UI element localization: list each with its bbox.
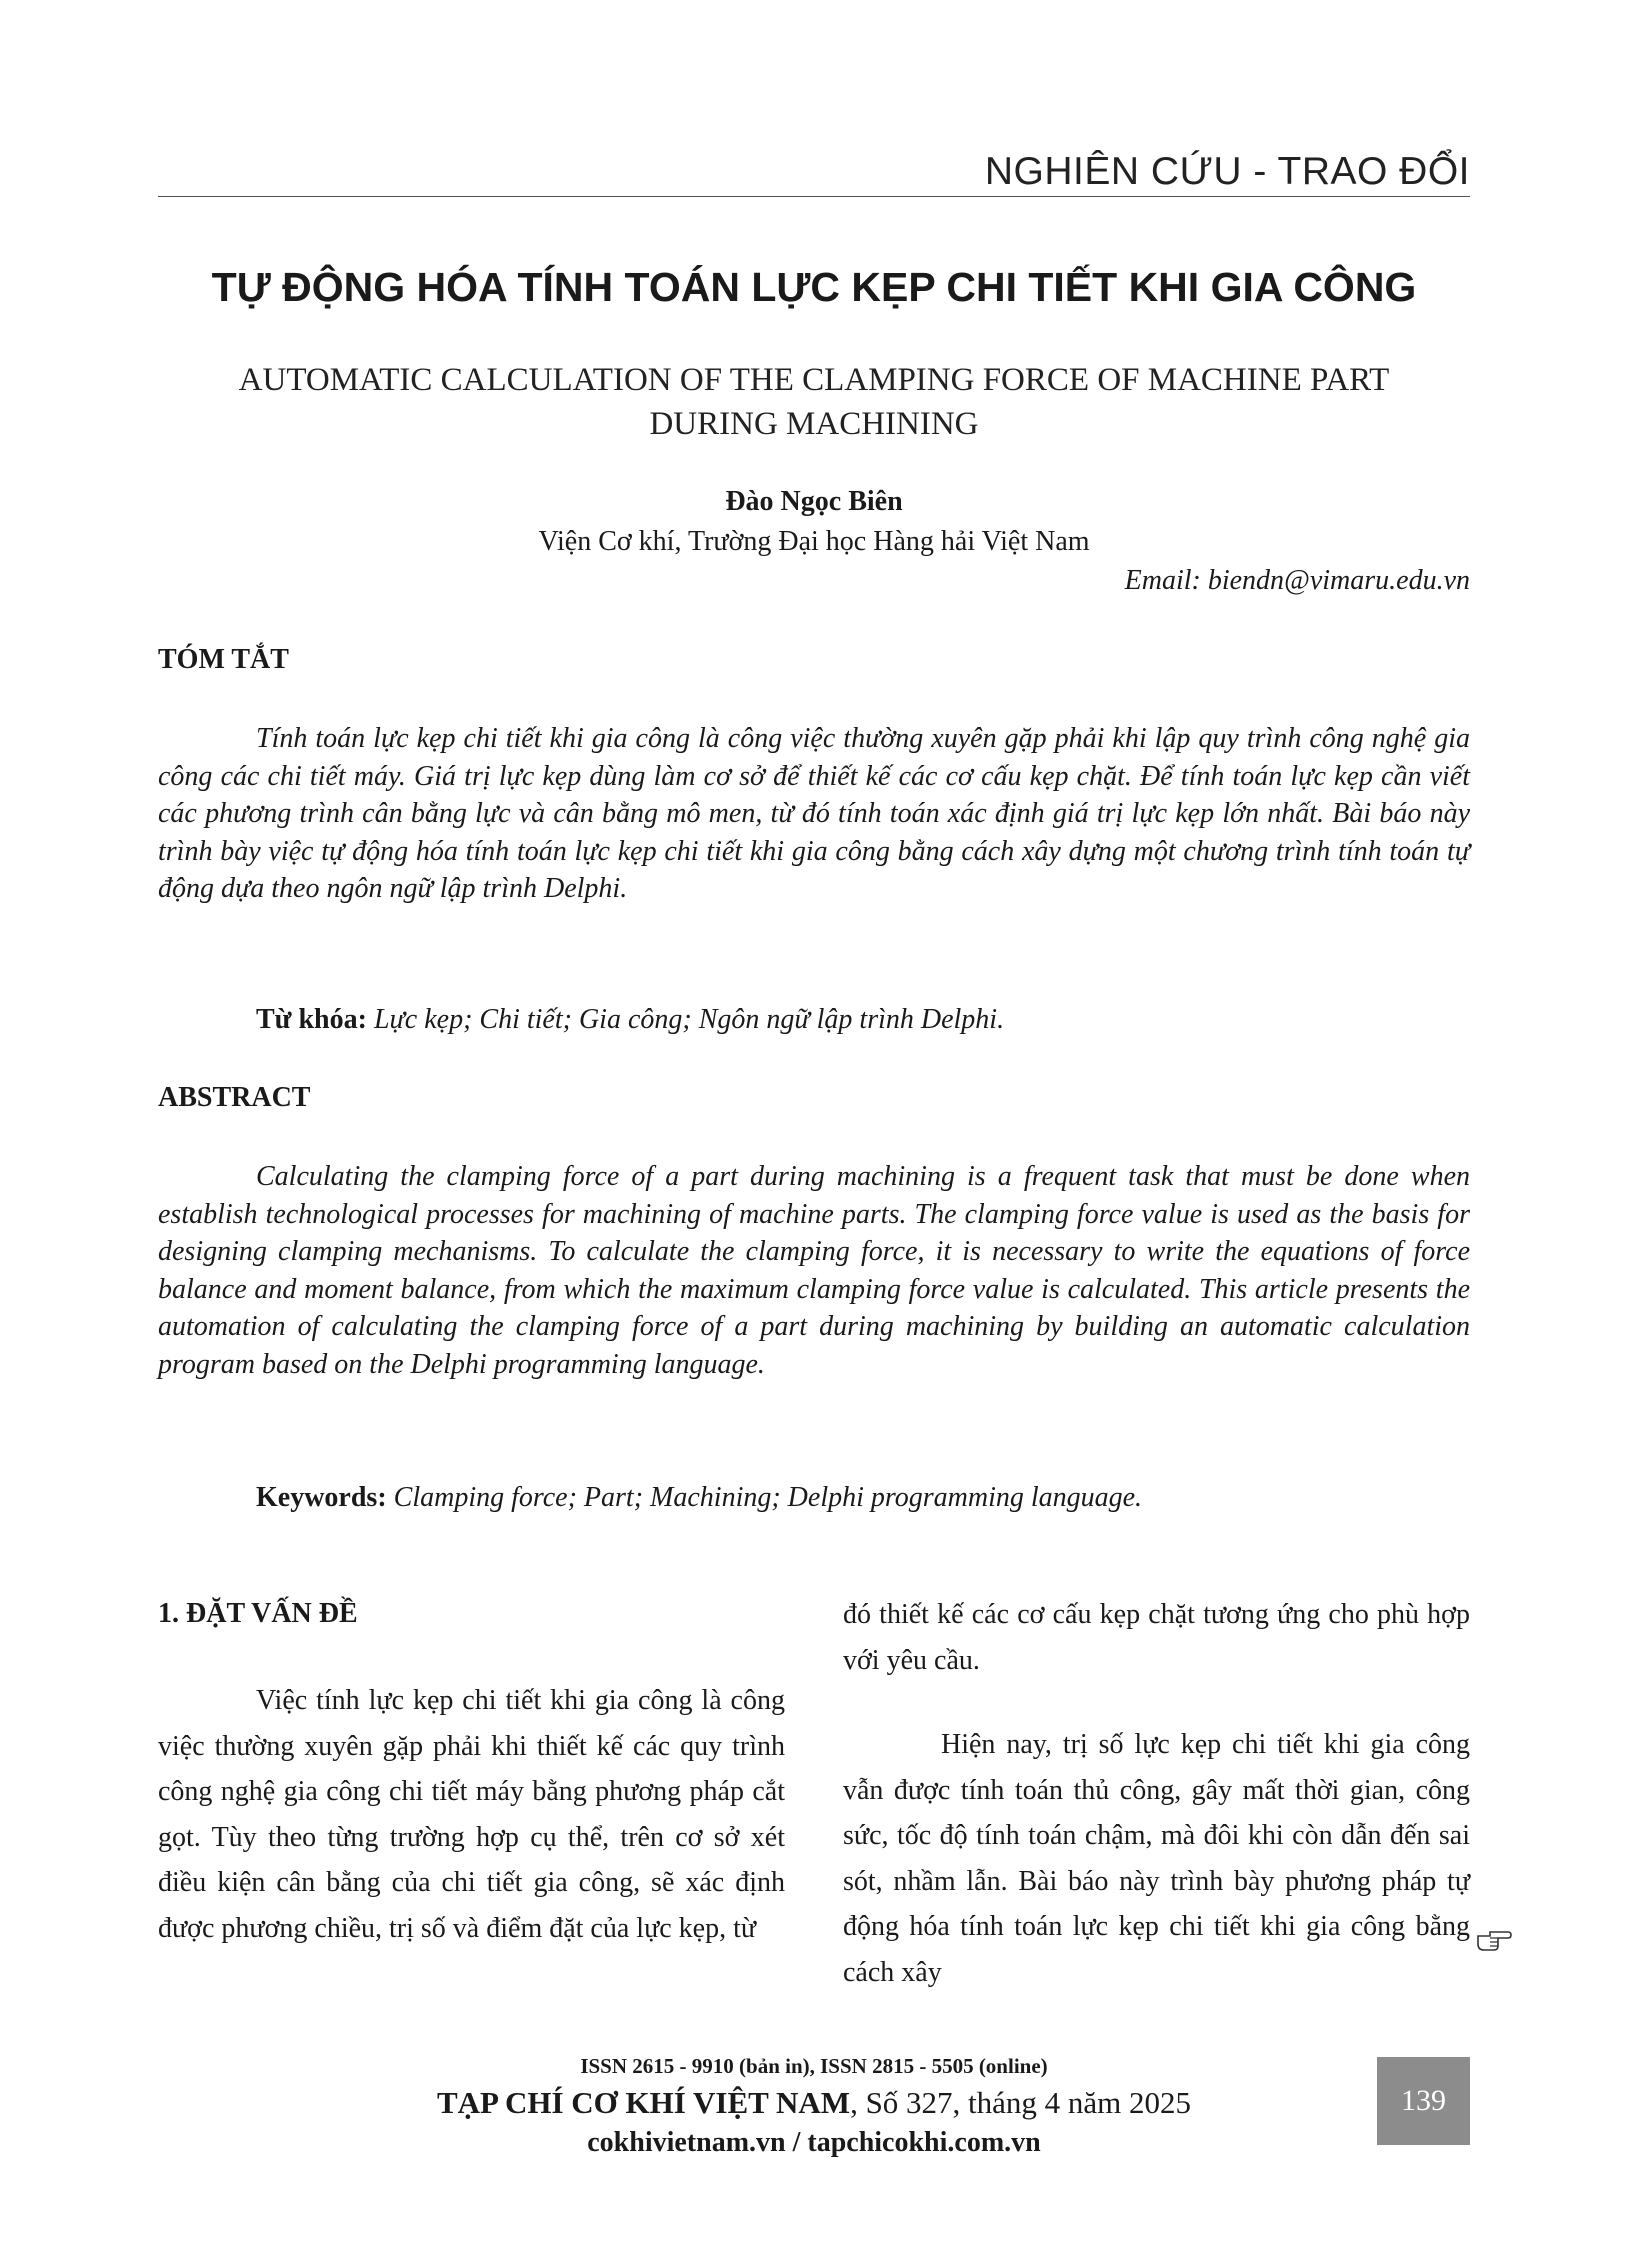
author-name: Đào Ngọc Biên	[725, 486, 903, 517]
pointing-hand-icon	[1476, 1926, 1512, 1952]
footer-issn: ISSN 2615 - 9910 (bản in), ISSN 2815 - 5505 (online)	[580, 2054, 1048, 2078]
footer-website: cokhivietnam.vn / tapchicokhi.com.vn	[587, 2127, 1041, 2158]
body-right-paragraph-1: đó thiết kế các cơ cấu kẹp chặt tương ứng cho phù hợp với yêu cầu.	[843, 1599, 1470, 1676]
page-number: 139	[1401, 2084, 1446, 2117]
section-label: NGHIÊN CỨU - TRAO ĐỔI	[984, 150, 1470, 193]
abstract-heading: ABSTRACT	[158, 1082, 311, 1113]
footer-journal	[158, 2085, 1470, 2121]
keywords-text-vi: Lực kẹp; Chi tiết; Gia công; Ngôn ngữ lập trình Delphi.	[366, 1004, 1005, 1035]
title-english-line-1: AUTOMATIC CALCULATION OF THE CLAMPING FORCE OF MACHINE PART	[238, 362, 1390, 398]
header-divider	[158, 196, 1470, 197]
summary-text: Tính toán lực kẹp chi tiết khi gia công là công việc thường xuyên gặp phải khi lập quy trình công nghệ gia công các chi tiết máy. Giá trị lực kẹp dùng làm cơ sở để thiết kế các cơ cấu kẹp chặt. Để tính toán lực kẹp cần viết các phương trình cân bằng lực và cân bằng mô men, từ đó tính toán xác định giá trị lực kẹp lớn nhất. Bài báo này trình bày việc tự động hóa tính toán lực kẹp chi tiết khi gia công bằng cách xây dựng một chương trình tính toán tự động dựa theo ngôn ngữ lập trình Delphi.	[158, 723, 1470, 904]
body-left-paragraph: Việc tính lực kẹp chi tiết khi gia công là công việc thường xuyên gặp phải khi thiết kế các quy trình công nghệ gia công chi tiết máy bằng phương pháp cắt gọt. Tùy theo từng trường hợp cụ thể, trên cơ sở xét điều kiện cân bằng của chi tiết gia công, sẽ xác định được phương chiều, trị số và điểm đặt của lực kẹp, từ	[158, 1685, 785, 1944]
page-number-badge	[1377, 2057, 1470, 2145]
abstract-keywords	[256, 1482, 1142, 1514]
article-title-english	[158, 358, 1470, 446]
summary-heading: TÓM TẮT	[158, 644, 289, 675]
keywords-label-vi: Từ khóa:	[256, 1004, 367, 1035]
keywords-label-en: Keywords:	[256, 1482, 387, 1513]
author-email: Email: biendn@vimaru.edu.vn	[1124, 565, 1470, 596]
keywords-text-en: Clamping force; Part; Machining; Delphi programming language.	[386, 1482, 1143, 1513]
title-english-line-2: DURING MACHINING	[649, 406, 979, 442]
article-title: TỰ ĐỘNG HÓA TÍNH TOÁN LỰC KẸP CHI TIẾT KHI GIA CÔNG	[211, 264, 1417, 310]
summary-keywords	[256, 1004, 1004, 1036]
journal-name: TẠP CHÍ CƠ KHÍ VIỆT NAM	[436, 2085, 851, 2120]
section-1-heading: 1. ĐẶT VẤN ĐỀ	[158, 1598, 358, 1629]
body-right-paragraph-2: Hiện nay, trị số lực kẹp chi tiết khi gia công vẫn được tính toán thủ công, gây mất thời gian, công sức, tốc độ tính toán chậm, mà đôi khi còn dẫn đến sai sót, nhầm lẫn. Bài báo này trình bày phương pháp tự động hóa tính toán lực kẹp chi tiết khi gia công bằng cách xây	[843, 1729, 1470, 1988]
journal-issue: , Số 327, tháng 4 năm 2025	[850, 2085, 1192, 2120]
author-affiliation: Viện Cơ khí, Trường Đại học Hàng hải Việt Nam	[538, 526, 1090, 557]
abstract-text: Calculating the clamping force of a part during machining is a frequent task that must be done when establish technological processes for machining of machine parts. The clamping force value is used as the basis for designing clamping mechanisms. To calculate the clamping force, it is necessary to write the equations of force balance and moment balance, from which the maximum clamping force value is calculated. This article presents the automation of calculating the clamping force of a part during machining by building an automatic calculation program based on the Delphi programming language.	[158, 1161, 1470, 1380]
